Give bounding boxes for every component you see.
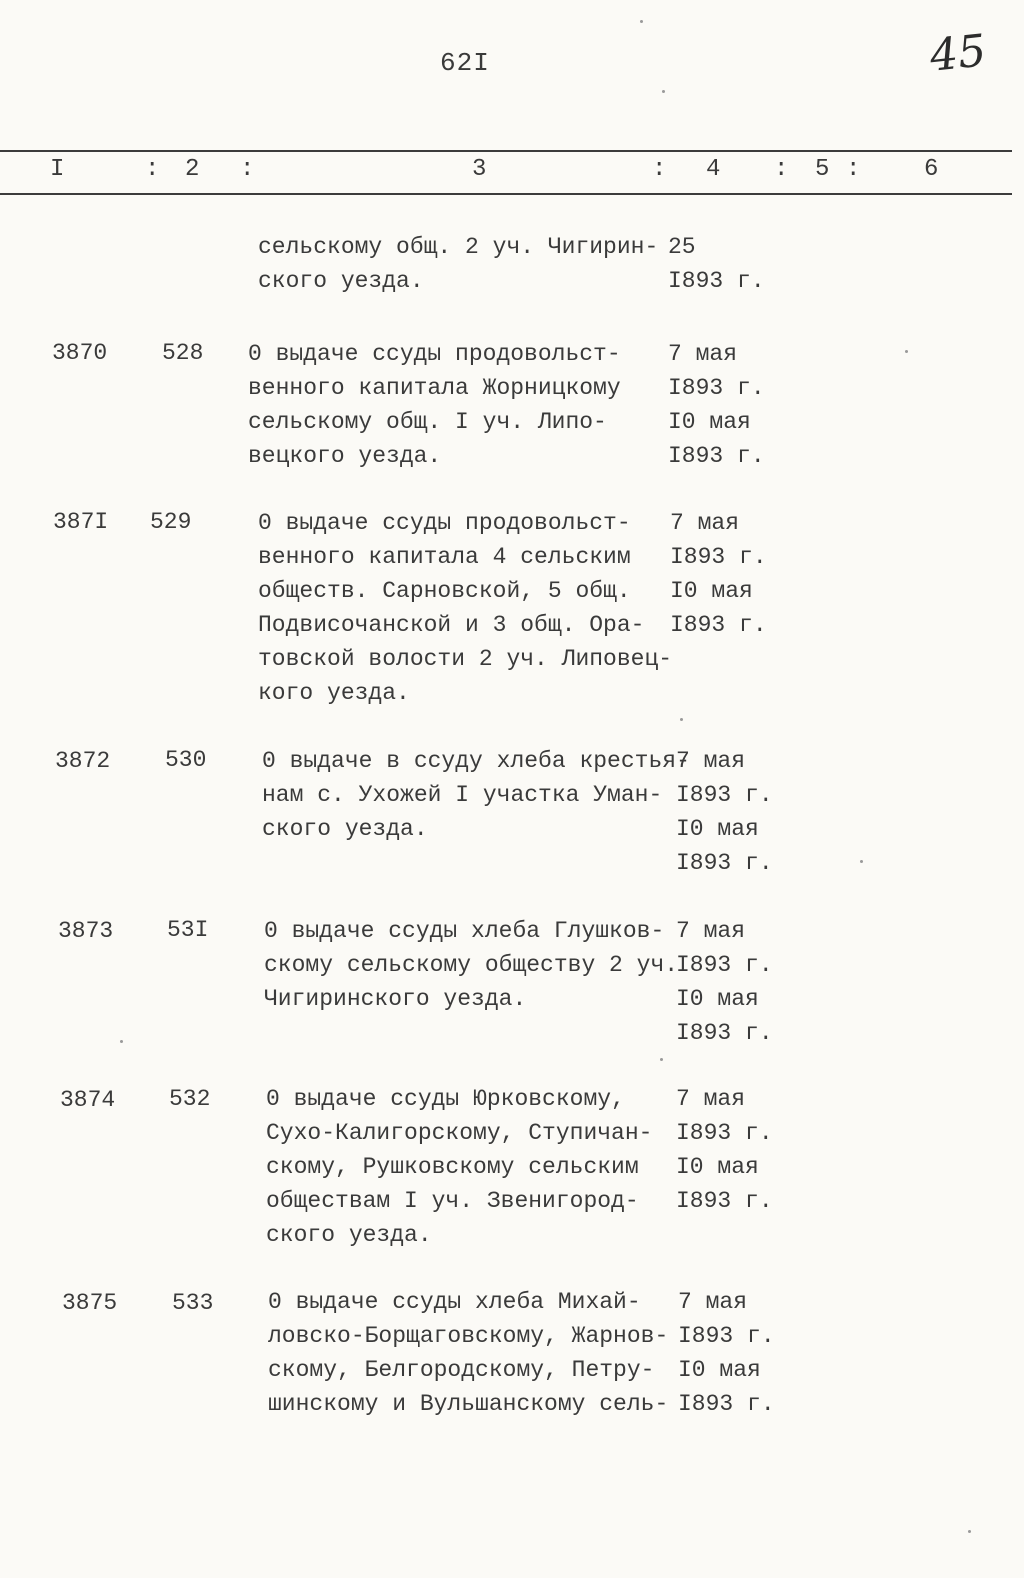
case-number: 530	[165, 747, 207, 773]
description-line: Чигиринского уезда.	[264, 986, 527, 1012]
case-number: 533	[172, 1290, 214, 1316]
date-line: 7 мая	[676, 918, 746, 944]
column-separator: :	[240, 156, 255, 183]
entry-description	[262, 744, 690, 846]
entry-number: 3872	[55, 748, 111, 774]
date-line: I893 г.	[670, 612, 767, 638]
entry-dates	[670, 506, 767, 642]
description-line: 0 выдаче ссуды продовольст-	[248, 341, 621, 367]
column-header-3: 3	[472, 156, 487, 183]
description-line: товской волости 2 уч. Липовец-	[258, 646, 673, 672]
date-line: 7 мая	[676, 748, 746, 774]
date-line: I893 г.	[676, 952, 773, 978]
date-line: 7 мая	[678, 1289, 748, 1315]
date-line: I893 г.	[676, 850, 773, 876]
sheet-number-handwritten: 45	[927, 25, 989, 82]
scan-speck	[905, 350, 908, 353]
entry-dates	[676, 914, 773, 1050]
entry-dates	[668, 230, 765, 298]
entry-dates	[678, 1285, 775, 1421]
date-line: 7 мая	[670, 510, 740, 536]
date-line: I893 г.	[678, 1323, 775, 1349]
description-line: скому, Белгородскому, Петру-	[268, 1357, 655, 1383]
description-line: скому сельскому обществу 2 уч.	[264, 952, 679, 978]
date-line: I893 г.	[678, 1391, 775, 1417]
entry-number: 3873	[58, 918, 114, 944]
date-line: I893 г.	[676, 1188, 773, 1214]
date-line: I0 мая	[668, 409, 751, 435]
column-separator: :	[774, 156, 789, 183]
scan-speck	[640, 20, 643, 23]
page-number: 62I	[440, 48, 490, 78]
entry-dates	[676, 1082, 773, 1218]
case-number: 53I	[167, 917, 209, 943]
entry-number: 3870	[52, 340, 108, 366]
case-number: 528	[162, 340, 204, 366]
column-separator: :	[145, 156, 160, 183]
entry-dates	[668, 337, 765, 473]
date-line: I893 г.	[668, 443, 765, 469]
date-line: I893 г.	[668, 268, 765, 294]
description-line: 0 выдаче ссуды хлеба Михай-	[268, 1289, 641, 1315]
column-separator: :	[846, 156, 861, 183]
column-separator: :	[652, 156, 667, 183]
date-line: 7 мая	[668, 341, 738, 367]
entry-description	[248, 337, 621, 473]
entry-description	[268, 1285, 668, 1421]
date-line: I0 мая	[676, 816, 759, 842]
column-header-2: 2	[185, 156, 200, 183]
scan-speck	[120, 1040, 123, 1043]
date-line: I0 мая	[670, 578, 753, 604]
date-line: I0 мая	[676, 986, 759, 1012]
description-line: шинскому и Вульшанскому сель-	[268, 1391, 669, 1417]
date-line: I893 г.	[668, 375, 765, 401]
column-header-6: 6	[924, 156, 939, 183]
description-line: обществам I уч. Звенигород-	[266, 1188, 639, 1214]
description-line: кого уезда.	[258, 680, 410, 706]
entry-description	[258, 230, 658, 298]
description-line: ского уезда.	[266, 1222, 432, 1248]
description-line: Сухо-Калигорскому, Ступичан-	[266, 1120, 653, 1146]
scan-speck	[860, 860, 863, 863]
date-line: I893 г.	[676, 782, 773, 808]
entry-number: 387I	[53, 509, 109, 535]
date-line: 25	[668, 234, 696, 260]
scan-speck	[968, 1530, 971, 1533]
description-line: вецкого уезда.	[248, 443, 442, 469]
description-line: венного капитала Жорницкому	[248, 375, 621, 401]
column-header-5: 5	[815, 156, 830, 183]
header-rule-top	[0, 150, 1012, 152]
date-line: 7 мая	[676, 1086, 746, 1112]
case-number: 532	[169, 1086, 211, 1112]
description-line: нам с. Ухожей I участка Уман-	[262, 782, 663, 808]
entry-dates	[676, 744, 773, 880]
entry-number: 3874	[60, 1087, 116, 1113]
date-line: I0 мая	[678, 1357, 761, 1383]
description-line: ского уезда.	[262, 816, 428, 842]
description-line: скому, Рушковскому сельским	[266, 1154, 639, 1180]
description-line: 0 выдаче в ссуду хлеба крестья-	[262, 748, 690, 774]
description-line: ловско-Борщаговскому, Жарнов-	[268, 1323, 669, 1349]
description-line: венного капитала 4 сельским	[258, 544, 631, 570]
entry-number: 3875	[62, 1290, 118, 1316]
description-line: 0 выдаче ссуды хлеба Глушков-	[264, 918, 665, 944]
scan-speck	[680, 718, 683, 721]
description-line: обществ. Сарновской, 5 общ.	[258, 578, 631, 604]
date-line: I893 г.	[676, 1120, 773, 1146]
entry-description	[258, 506, 672, 710]
description-line: ского уезда.	[258, 268, 424, 294]
description-line: 0 выдаче ссуды Юрковскому,	[266, 1086, 625, 1112]
entry-description	[264, 914, 678, 1016]
description-line: сельскому общ. 2 уч. Чигирин-	[258, 234, 659, 260]
scan-speck	[662, 90, 665, 93]
date-line: I893 г.	[676, 1020, 773, 1046]
column-header-1: I	[50, 156, 65, 183]
description-line: 0 выдаче ссуды продовольст-	[258, 510, 631, 536]
header-rule-bottom	[0, 193, 1012, 195]
date-line: I0 мая	[676, 1154, 759, 1180]
scan-speck	[660, 1058, 663, 1061]
column-header-4: 4	[706, 156, 721, 183]
description-line: Подвисочанской и 3 общ. Ора-	[258, 612, 645, 638]
description-line: сельскому общ. I уч. Липо-	[248, 409, 607, 435]
date-line: I893 г.	[670, 544, 767, 570]
case-number: 529	[150, 509, 192, 535]
entry-description	[266, 1082, 652, 1252]
